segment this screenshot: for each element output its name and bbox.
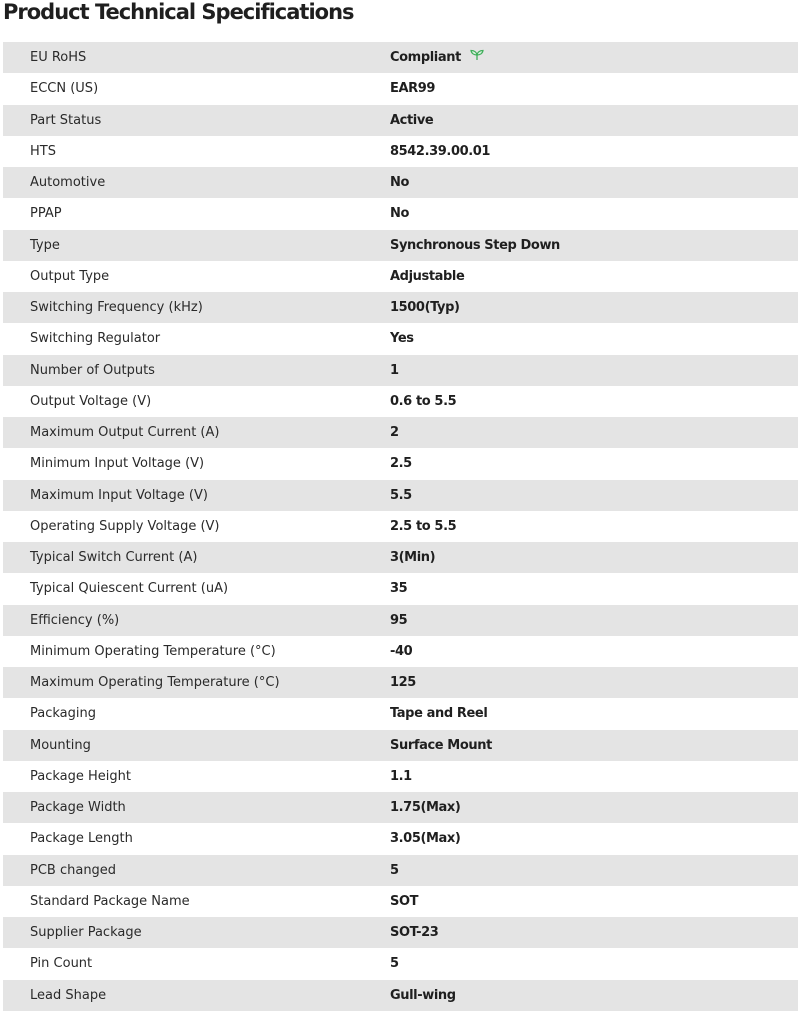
spec-label: Typical Quiescent Current (uA)	[3, 573, 390, 604]
spec-row-lead-shape	[3, 980, 798, 1011]
spec-row-output-type	[3, 261, 798, 292]
spec-value: Compliant	[390, 50, 461, 66]
spec-label: Maximum Operating Temperature (°C)	[3, 667, 390, 698]
spec-value: Tape and Reel	[390, 698, 798, 729]
spec-row-maximum-input-voltage	[3, 480, 798, 511]
spec-value: 1.1	[390, 761, 798, 792]
spec-row-package-width	[3, 792, 798, 823]
spec-label: Part Status	[3, 105, 390, 136]
spec-label: Typical Switch Current (A)	[3, 542, 390, 573]
spec-label: Output Type	[3, 261, 390, 292]
spec-label: PPAP	[3, 198, 390, 229]
spec-label: Packaging	[3, 698, 390, 729]
spec-row-switching-frequency	[3, 292, 798, 323]
spec-label: Package Length	[3, 823, 390, 854]
spec-row-number-of-outputs	[3, 355, 798, 386]
spec-value: 35	[390, 573, 798, 604]
spec-value: -40	[390, 636, 798, 667]
spec-row-efficiency	[3, 605, 798, 636]
spec-value: Active	[390, 105, 798, 136]
spec-label: Mounting	[3, 730, 390, 761]
spec-label: Pin Count	[3, 948, 390, 979]
spec-row-pcb-changed	[3, 855, 798, 886]
spec-label: Output Voltage (V)	[3, 386, 390, 417]
spec-value-cell	[390, 42, 798, 73]
spec-row-maximum-output-current	[3, 417, 798, 448]
spec-label: HTS	[3, 136, 390, 167]
spec-label: EU RoHS	[3, 42, 390, 73]
spec-label: Package Width	[3, 792, 390, 823]
spec-row-part-status	[3, 105, 798, 136]
spec-label: Efficiency (%)	[3, 605, 390, 636]
spec-value: 5	[390, 855, 798, 886]
spec-row-mounting	[3, 730, 798, 761]
spec-value: Adjustable	[390, 261, 798, 292]
spec-row-supplier-package	[3, 917, 798, 948]
spec-label: Package Height	[3, 761, 390, 792]
spec-label: Switching Regulator	[3, 323, 390, 354]
spec-row-automotive	[3, 167, 798, 198]
spec-value: EAR99	[390, 73, 798, 104]
spec-value: SOT-23	[390, 917, 798, 948]
spec-value: No	[390, 198, 798, 229]
spec-label: Minimum Input Voltage (V)	[3, 448, 390, 479]
spec-value: 0.6 to 5.5	[390, 386, 798, 417]
spec-value: 125	[390, 667, 798, 698]
spec-value: 3.05(Max)	[390, 823, 798, 854]
spec-label: Automotive	[3, 167, 390, 198]
spec-value: 2	[390, 417, 798, 448]
page-title: Product Technical Specifications	[3, 0, 354, 24]
spec-row-eccn-us	[3, 73, 798, 104]
spec-value: 5	[390, 948, 798, 979]
spec-value: 1500(Typ)	[390, 292, 798, 323]
spec-row-minimum-input-voltage	[3, 448, 798, 479]
spec-table	[3, 42, 798, 1011]
spec-label: Lead Shape	[3, 980, 390, 1011]
spec-value: 95	[390, 605, 798, 636]
spec-value: 1.75(Max)	[390, 792, 798, 823]
spec-row-package-height	[3, 761, 798, 792]
spec-row-output-voltage	[3, 386, 798, 417]
spec-label: Operating Supply Voltage (V)	[3, 511, 390, 542]
spec-label: ECCN (US)	[3, 73, 390, 104]
spec-label: Supplier Package	[3, 917, 390, 948]
spec-value: SOT	[390, 886, 798, 917]
spec-label: PCB changed	[3, 855, 390, 886]
spec-value: 3(Min)	[390, 542, 798, 573]
spec-row-hts	[3, 136, 798, 167]
spec-row-typical-switch-current	[3, 542, 798, 573]
spec-row-ppap	[3, 198, 798, 229]
spec-value: No	[390, 167, 798, 198]
spec-row-operating-supply-voltage	[3, 511, 798, 542]
spec-value: 8542.39.00.01	[390, 136, 798, 167]
spec-value: Surface Mount	[390, 730, 798, 761]
spec-value: 5.5	[390, 480, 798, 511]
spec-row-typical-quiescent-current	[3, 573, 798, 604]
spec-label: Maximum Input Voltage (V)	[3, 480, 390, 511]
leaf-icon	[469, 49, 485, 65]
spec-row-eu-rohs	[3, 42, 798, 73]
spec-label: Minimum Operating Temperature (°C)	[3, 636, 390, 667]
spec-row-switching-regulator	[3, 323, 798, 354]
spec-value: Gull-wing	[390, 980, 798, 1011]
spec-row-pin-count	[3, 948, 798, 979]
spec-label: Maximum Output Current (A)	[3, 417, 390, 448]
spec-row-minimum-operating-temperature	[3, 636, 798, 667]
spec-value: 2.5	[390, 448, 798, 479]
spec-value: 2.5 to 5.5	[390, 511, 798, 542]
spec-row-maximum-operating-temperature	[3, 667, 798, 698]
spec-row-package-length	[3, 823, 798, 854]
spec-row-standard-package-name	[3, 886, 798, 917]
spec-value: Yes	[390, 323, 798, 354]
spec-label: Standard Package Name	[3, 886, 390, 917]
spec-value: Synchronous Step Down	[390, 230, 798, 261]
spec-label: Switching Frequency (kHz)	[3, 292, 390, 323]
spec-label: Number of Outputs	[3, 355, 390, 386]
spec-row-type	[3, 230, 798, 261]
spec-label: Type	[3, 230, 390, 261]
spec-value: 1	[390, 355, 798, 386]
spec-row-packaging	[3, 698, 798, 729]
